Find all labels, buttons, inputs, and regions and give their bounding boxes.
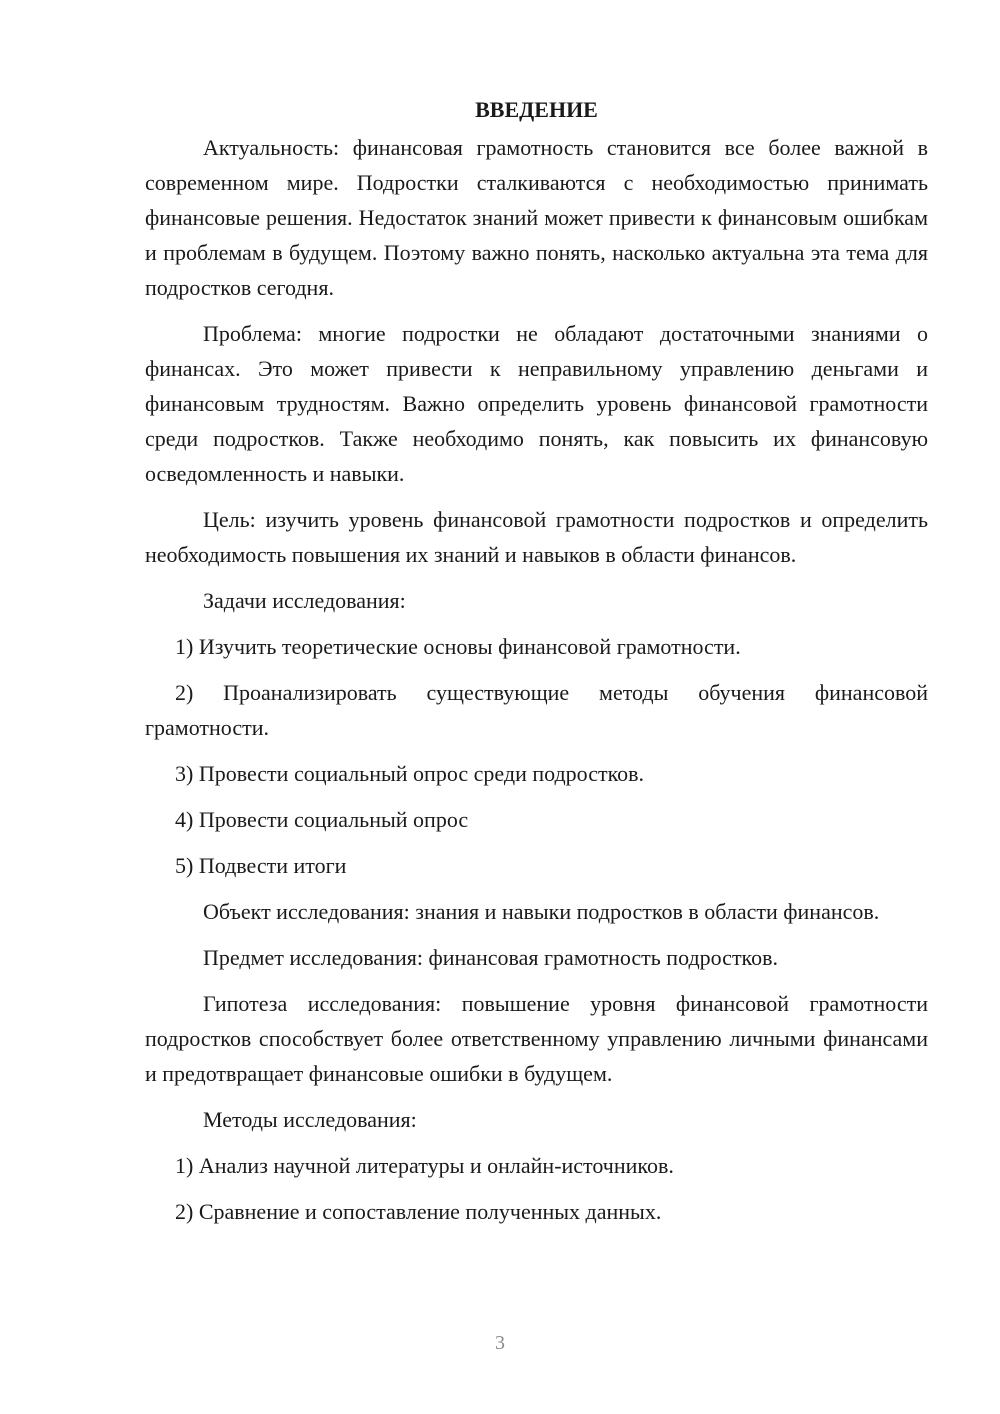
task-item: 5) Подвести итоги [175, 853, 347, 878]
paragraph-object: Объект исследования: знания и навыки подростков в области финансов. [203, 899, 880, 924]
page-number: 3 [495, 1332, 505, 1354]
paragraph-goal: Цель: изучить уровень финансовой грамотности подростков и определить необходимость повышения их знаний и навыков в области финансов. [145, 507, 928, 567]
document-page [145, 92, 928, 1240]
paragraph-hypothesis: Гипотеза исследования: повышение уровня финансовой грамотности подростков способствует более ответственному управлению личными финансами и предотвращает финансовые ошибки в будущем. [145, 991, 928, 1086]
section-title: ВВЕДЕНИЕ [475, 97, 598, 122]
task-item: 4) Провести социальный опрос [175, 807, 469, 832]
task-item: 3) Провести социальный опрос среди подростков. [175, 761, 645, 786]
task-item: 1) Изучить теоретические основы финансовой грамотности. [175, 634, 741, 659]
paragraph-subject: Предмет исследования: финансовая грамотность подростков. [203, 945, 779, 970]
paragraph-relevance: Актуальность: финансовая грамотность становится все более важной в современном мире. Подростки сталкиваются с необходимостью принимать финансовые решения. Недостаток знаний может привести к финансовым ошибкам и проблемам в будущем. Поэтому важно понять, насколько актуальна эта тема для подростков сегодня. [145, 135, 928, 300]
tasks-heading: Задачи исследования: [203, 588, 406, 613]
paragraph-problem: Проблема: многие подростки не обладают достаточными знаниями о финансах. Это может привести к неправильному управлению деньгами и финансовым трудностям. Важно определить уровень финансовой грамотности среди подростков. Также необходимо понять, как повысить их финансовую осведомленность и навыки. [145, 321, 928, 486]
task-item: 2) Проанализировать существующие методы обучения финансовой грамотности. [145, 680, 928, 740]
method-item: 2) Сравнение и сопоставление полученных данных. [175, 1199, 662, 1224]
methods-heading: Методы исследования: [203, 1107, 417, 1132]
method-item: 1) Анализ научной литературы и онлайн-источников. [175, 1153, 674, 1178]
